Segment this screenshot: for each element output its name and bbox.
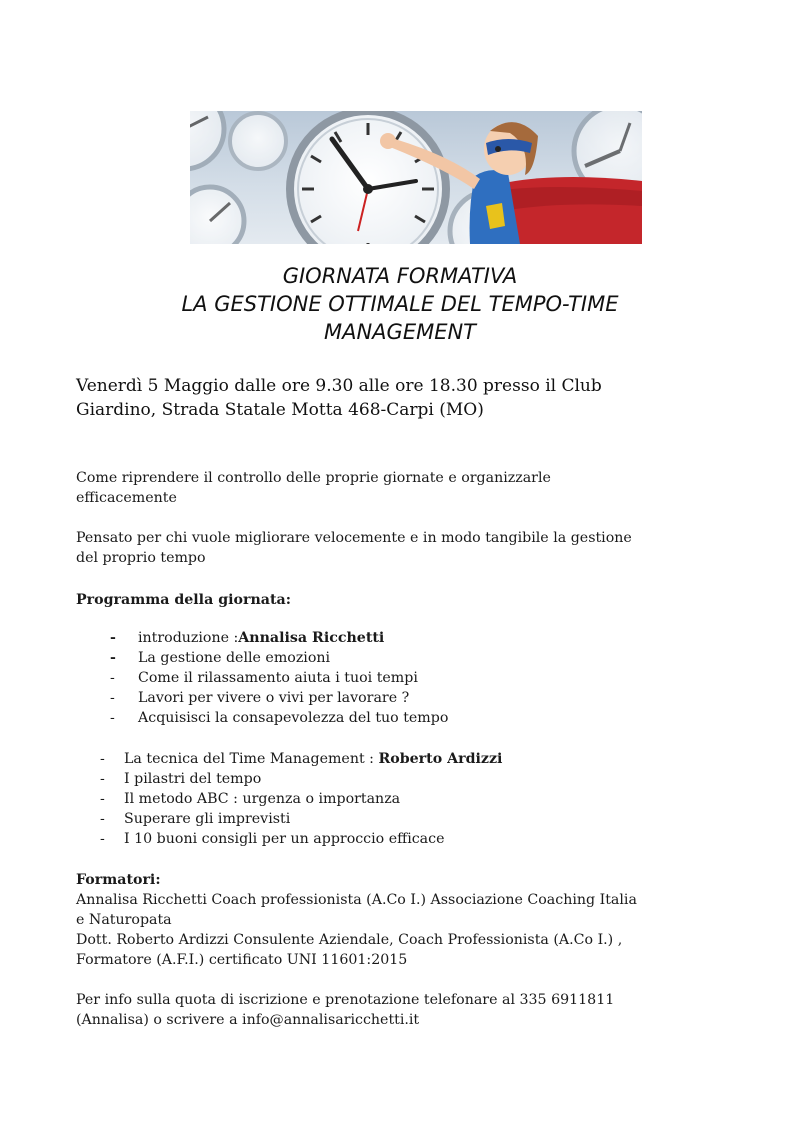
contact-line-1: Per info sulla quota di iscrizione e prenotazione telefonare al 335 6911811	[76, 992, 615, 1008]
title-line-1: GIORNATA FORMATIVA	[282, 264, 518, 288]
list-dash: -	[110, 710, 115, 726]
list-item-text: introduzione :	[138, 630, 239, 646]
hero-banner-image	[190, 111, 642, 244]
list-item	[100, 789, 502, 809]
list-item	[110, 688, 448, 708]
list-dash: -	[100, 811, 105, 827]
list-item-text: La tecnica del Time Management :	[124, 751, 379, 767]
list-item-text: Il metodo ABC : urgenza o importanza	[124, 791, 401, 807]
document-title	[0, 262, 800, 346]
trainers-heading: Formatori:	[76, 872, 161, 888]
list-item	[110, 668, 448, 688]
list-item	[100, 829, 502, 849]
trainers-section	[76, 870, 726, 970]
list-item	[110, 628, 448, 648]
list-dash: -	[110, 690, 115, 706]
program-heading: Programma della giornata:	[76, 592, 291, 608]
list-item	[110, 648, 448, 668]
program-list-section-2	[100, 749, 502, 849]
title-line-2: LA GESTIONE OTTIMALE DEL TEMPO-TIME	[181, 292, 619, 316]
list-dash: -	[110, 670, 115, 686]
trainers-line-4: Formatore (A.F.I.) certificato UNI 11601:2015	[76, 952, 408, 968]
list-item-text: I pilastri del tempo	[124, 771, 262, 787]
trainers-line-3: Dott. Roberto Ardizzi Consulente Aziendale, Coach Professionista (A.Co I.) ,	[76, 932, 623, 948]
list-item-text: Come il rilassamento aiuta i tuoi tempi	[138, 670, 418, 686]
intro-paragraph-1	[76, 468, 726, 508]
event-line-1: Venerdì 5 Maggio dalle ore 9.30 alle ore 18.30 presso il Club	[76, 376, 602, 396]
program-list-section-1	[110, 628, 448, 728]
list-item	[100, 749, 502, 769]
list-item-text: Superare gli imprevisti	[124, 811, 291, 827]
intro-p1-line-1: Come riprendere il controllo delle proprie giornate e organizzarle	[76, 470, 551, 486]
list-dash: -	[110, 630, 116, 646]
trainers-line-1: Annalisa Ricchetti Coach professionista (A.Co I.) Associazione Coaching Italia	[76, 892, 637, 908]
list-dash: -	[100, 771, 105, 787]
list-item	[110, 708, 448, 728]
intro-p1-line-2: efficacemente	[76, 490, 177, 506]
list-dash: -	[110, 650, 116, 666]
trainer-name: Annalisa Ricchetti	[238, 630, 385, 646]
list-item	[100, 769, 502, 789]
list-item-text: La gestione delle emozioni	[138, 650, 331, 666]
list-item-text: Lavori per vivere o vivi per lavorare ?	[138, 690, 410, 706]
list-item-text: I 10 buoni consigli per un approccio efficace	[124, 831, 445, 847]
event-line-2: Giardino, Strada Statale Motta 468-Carpi (MO)	[76, 400, 484, 420]
list-dash: -	[100, 791, 105, 807]
list-item-text: Acquisisci la consapevolezza del tuo tempo	[138, 710, 449, 726]
intro-paragraph-2	[76, 528, 726, 568]
clocks-illustration	[190, 111, 642, 244]
event-details	[76, 374, 716, 422]
intro-p2-line-2: del proprio tempo	[76, 550, 206, 566]
list-dash: -	[100, 751, 105, 767]
list-item	[100, 809, 502, 829]
contact-info	[76, 990, 726, 1030]
list-dash: -	[100, 831, 105, 847]
trainer-name: Roberto Ardizzi	[378, 751, 503, 767]
intro-p2-line-1: Pensato per chi vuole migliorare velocemente e in modo tangibile la gestione	[76, 530, 632, 546]
title-line-3: MANAGEMENT	[323, 320, 477, 344]
contact-line-2: (Annalisa) o scrivere a info@annalisaricchetti.it	[76, 1012, 420, 1028]
trainers-line-2: e Naturopata	[76, 912, 172, 928]
